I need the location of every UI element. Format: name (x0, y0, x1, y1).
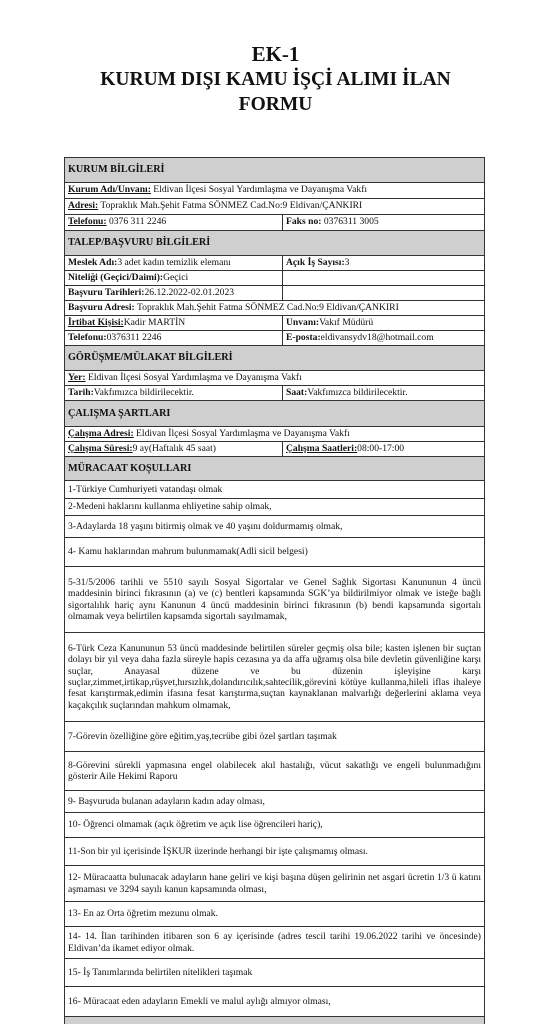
irtibat-telefon-label: Telefonu: (68, 332, 107, 343)
gorusme-saat-value: Vakfımızca bildirilecektir. (307, 387, 408, 398)
calisma-adres-value: Eldivan İlçesi Sosyal Yardımlaşma ve Dayanışma Vakfı (133, 428, 350, 439)
basvuru-adres-row (65, 301, 485, 316)
section-kurum: KURUM BİLGİLERİ (65, 158, 485, 183)
table-bottom-band (65, 1017, 485, 1024)
kurum-adi-row (65, 183, 485, 199)
meslek-value: 3 adet kadın temizlik elemanı (117, 257, 231, 268)
gorusme-yer-row (65, 371, 485, 386)
kurum-adi-label: Kurum Adı/Unvanı: (68, 184, 151, 195)
muracaat-item: 4- Kamu haklarından mahrum bulunmamak(Adli sicil belgesi) (65, 538, 485, 567)
calisma-sure-cell (65, 442, 283, 457)
empty-cell (283, 271, 485, 286)
muracaat-item: 11-Son bir yıl içerisinde İŞKUR üzerinde herhangi bir işte çalışmamış olması. (65, 838, 485, 866)
muracaat-item: 3-Adaylarda 18 yaşını bitirmiş olmak ve 40 yaşını doldurmamış olmak, (65, 516, 485, 538)
gorusme-saat-label: Saat: (286, 387, 308, 398)
calisma-sure-value: 9 ay(Haftalık 45 saat) (132, 443, 216, 454)
meslek-label: Meslek Adı: (68, 257, 118, 268)
eposta-cell (283, 331, 485, 346)
section-calisma: ÇALIŞMA ŞARTLARI (65, 401, 485, 427)
muracaat-item: 15- İş Tanımlarında belirtilen nitelikleri taşımak (65, 959, 485, 987)
muracaat-item: 7-Görevin özelliğine göre eğitim,yaş,tecrübe gibi özel şartları taşımak (65, 722, 485, 752)
calisma-saat-cell (283, 442, 485, 457)
form-title-line2: FORMU (238, 94, 313, 115)
kurum-faks-cell (283, 215, 485, 231)
gorusme-saat-cell (283, 386, 485, 401)
muracaat-item: 12- Müracaatta bulunacak adayların hane geliri ve kişi başına düşen gelirinin net asgari ücretin 1/3 ü katını aşmaması ve 3294 sayılı kanun kapsamında olması, (65, 866, 485, 902)
calisma-adres-label: Çalışma Adresi: (68, 428, 134, 439)
form-title-line1: KURUM DIŞI KAMU İŞÇİ ALIMI İLAN (100, 69, 451, 90)
section-talep: TALEP/BAŞVURU BİLGİLERİ (65, 231, 485, 256)
irtibat-telefon-value: 0376311 2246 (106, 332, 162, 343)
calisma-saat-label: Çalışma Saatleri: (286, 443, 358, 454)
empty-cell (283, 286, 485, 301)
section-gorusme: GÖRÜŞME/MÜLAKAT BİLGİLERİ (65, 346, 485, 371)
gorusme-tarih-label: Tarih: (68, 387, 94, 398)
gorusme-tarih-value: Vakfımızca bildirilecektir. (93, 387, 194, 398)
kurum-adres-label: Adresi: (68, 200, 99, 211)
irtibat-cell (65, 316, 283, 331)
muracaat-item: 13- En az Orta öğretim mezunu olmak. (65, 902, 485, 927)
eposta-value: eldivansydv18@hotmail.com (320, 332, 434, 343)
acik-is-label: Açık İş Sayısı: (286, 257, 345, 268)
muracaat-item: 6-Türk Ceza Kanununun 53 üncü maddesinde belirtilen süreler geçmiş olsa bile; kasten işlenen bir suçtan dolayı bir yıl veya daha fazla süreyle hapis cezasına ya da affa uğramış olsa bile devletin güvenliğine karşı suçlar, Anayasal düzene ve bu düzenin işleyişine karşı suçlar,zimmet,irtikap,rüşvet,hırsızlık,dolandırıcılık,sahtecilik,görevini kötüye kullanma,hileli iflas ihaleye fesat karıştırmak,edimin ifasına fesat karıştırma,suçtan kaynaklanan malvarlığı değerlerini aklama veya kaçakçılık suçlarından mahkum olmamak, (65, 633, 485, 722)
acik-is-cell (283, 256, 485, 271)
form-code: EK-1 (251, 42, 300, 66)
basvuru-tarih-value: 26.12.2022-02.01.2023 (144, 287, 235, 298)
muracaat-item: 1-Türkiye Cumhuriyeti vatandaşı olmak (65, 481, 485, 499)
acik-is-value: 3 (344, 257, 350, 268)
calisma-saat-value: 08:00-17:00 (357, 443, 405, 454)
kurum-telefon-cell (65, 215, 283, 231)
basvuru-adres-label: Başvuru Adresi: (68, 302, 135, 313)
muracaat-item: 9- Başvuruda bulanan adayların kadın aday olması, (65, 791, 485, 813)
irtibat-telefon-cell (65, 331, 283, 346)
kurum-adi-value: Eldivan İlçesi Sosyal Yardımlaşma ve Dayanışma Vakfı (150, 184, 368, 195)
kurum-adres-value: Topraklık Mah.Şehit Fatma SÖNMEZ Cad.No:9 Eldivan/ÇANKIRI (98, 200, 363, 211)
gorusme-yer-label: Yer: (68, 372, 86, 383)
muracaat-item: 5-31/5/2006 tarihli ve 5510 sayılı Sosyal Sigortalar ve Genel Sağlık Sigortası Kanununun 4 üncü maddesinin birinci fıkrasının (a) ve (c) bentleri kapsamında SGK’ya bildirilmiyor olmak ve isteğe bağlı sigortalılık hariç aynı Kanunun 4 üncü maddesinin birinci fıkrasının (b) bendi kapsamında sigortalı olmamak veya belirtilen kapsamda sigortalı sayılmamak, (65, 567, 485, 633)
muracaat-item: 8-Görevini sürekli yapmasına engel olabilecek akıl hastalığı, vücut sakatlığı ve engeli bulunmadığını gösterir Aile Hekimi Raporu (65, 752, 485, 791)
muracaat-item: 16- Müracaat eden adayların Emekli ve malul aylığı almıyor olması, (65, 987, 485, 1017)
meslek-cell (65, 256, 283, 271)
kurum-faks-label: Faks no: (286, 216, 322, 227)
calisma-adres-row (65, 427, 485, 442)
nitelik-label: Niteliği (Geçici/Daimi): (68, 272, 164, 283)
nitelik-value: Geçici (163, 272, 189, 283)
kurum-adres-row (65, 199, 485, 215)
unvan-cell (283, 316, 485, 331)
eposta-label: E-posta: (286, 332, 321, 343)
kurum-faks-value: 0376311 3005 (321, 216, 379, 227)
section-muracaat: MÜRACAAT KOŞULLARI (65, 457, 485, 481)
kurum-telefon-label: Telefonu: (68, 216, 107, 227)
basvuru-adres-value: Topraklık Mah.Şehit Fatma SÖNMEZ Cad.No:9 Eldivan/ÇANKIRI (134, 302, 399, 313)
gorusme-tarih-cell (65, 386, 283, 401)
muracaat-item: 2-Medeni haklarını kullanma ehliyetine sahip olmak, (65, 499, 485, 516)
gorusme-yer-value: Eldivan İlçesi Sosyal Yardımlaşma ve Dayanışma Vakfı (85, 372, 302, 383)
basvuru-tarih-cell (65, 286, 283, 301)
kurum-telefon-value: 0376 311 2246 (106, 216, 167, 227)
unvan-label: Unvanı: (286, 317, 320, 328)
basvuru-tarih-label: Başvuru Tarihleri: (68, 287, 145, 298)
irtibat-value: Kadir MARTİN (123, 317, 186, 328)
irtibat-label: İrtibat Kişisi: (68, 317, 124, 328)
muracaat-item: 14- 14. İlan tarihinden itibaren son 6 ay içerisinde (adres tescil tarihi 19.06.2022 tarihi ve öncesinde) Eldivan’da ikamet ediyor olmak. (65, 927, 485, 959)
muracaat-item: 10- Öğrenci olmamak (açık öğretim ve açık lise öğrencileri hariç), (65, 813, 485, 838)
nitelik-cell (65, 271, 283, 286)
form-table (64, 157, 485, 1024)
calisma-sure-label: Çalışma Süresi: (68, 443, 133, 454)
unvan-value: Vakıf Müdürü (319, 317, 374, 328)
